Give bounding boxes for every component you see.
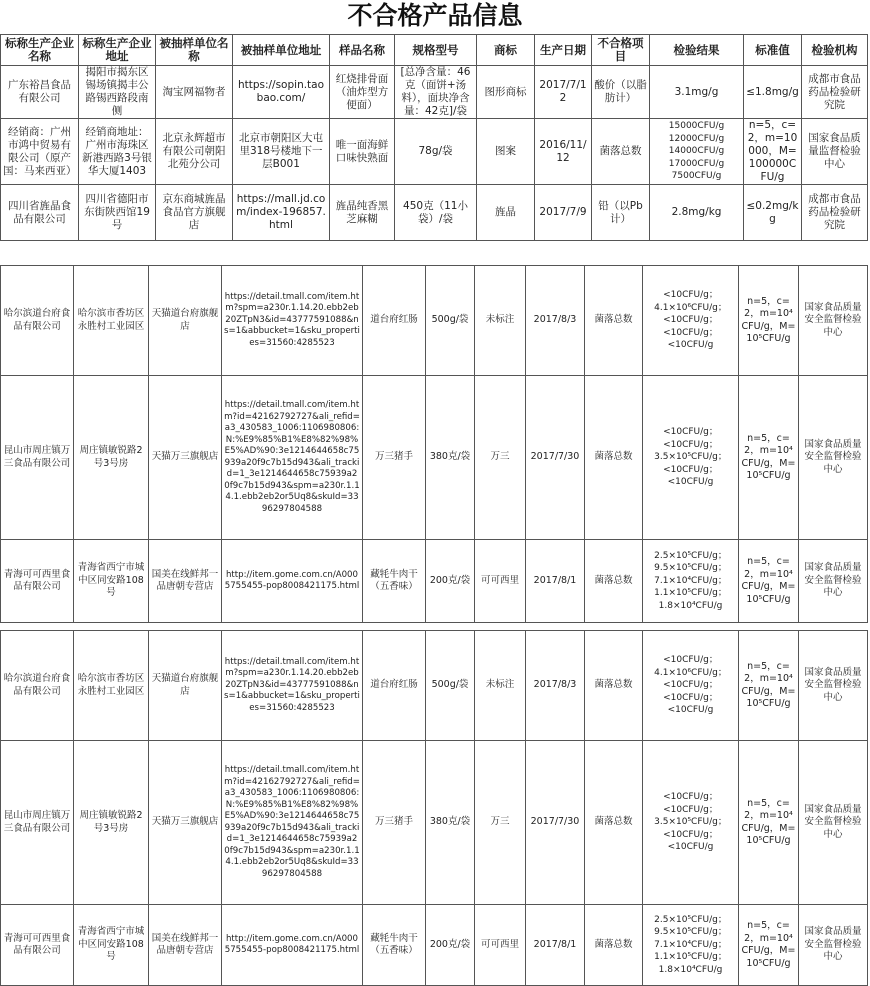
agency-cell: 国家食品质量安全监督检验中心 — [799, 905, 868, 986]
sampled-address-cell: https://sopin.taobao.com/ — [233, 66, 330, 119]
address-cell: 青海省西宁市城中区同安路108号 — [74, 540, 149, 623]
producer-cell: 经销商：广州市鸿中贸易有限公司（原产国：马来西亚） — [1, 119, 79, 185]
item-cell: 铅（以Pb计） — [592, 185, 650, 241]
sampled-address-cell: 北京市朝阳区大屯里318号楼地下一层B001 — [233, 119, 330, 185]
producer-cell: 青海可可西里食品有限公司 — [1, 905, 74, 986]
agency-cell: 成都市食品药品检验研究院 — [802, 185, 868, 241]
agency-cell: 国家食品质量安全监督检验中心 — [799, 266, 868, 376]
sampled-address-cell: https://detail.tmall.com/item.htm?id=42162792727&ali_refid=a3_430583_1006:1106980806:N:%E9%85%B1%E8%82%98%E5%AD%90:3e1214644658c75939a20f9c7b15d943&ali_trackid=1_3e1214644658c75939a20f9c7b15d943&spm=a230r.1.14.1.ebb2eb2or5Uq8&skuId=3396297804588 — [222, 741, 363, 905]
item-cell: 菌落总数 — [585, 905, 643, 986]
table-row — [1, 266, 868, 376]
product-cell: 唯一面海鲜口味快熟面 — [330, 119, 395, 185]
brand-cell: 图案 — [477, 119, 535, 185]
page-title: 不合格产品信息 — [347, 1, 523, 30]
header-brand: 商标 — [477, 35, 535, 66]
date-cell: 2017/7/30 — [526, 741, 585, 905]
address-cell: 经销商地址：广州市海珠区新港西路3号银华大厦1403 — [79, 119, 156, 185]
date-cell: 2017/8/1 — [526, 905, 585, 986]
header-standard: 标准值 — [744, 35, 802, 66]
sampled-address-cell: https://detail.tmall.com/item.htm?id=42162792727&ali_refid=a3_430583_1006:1106980806:N:%E9%85%B1%E8%82%98%E5%AD%90:3e1214644658c75939a20f9c7b15d943&ali_trackid=1_3e1214644658c75939a20f9c7b15d943&spm=a230r.1.14.1.ebb2eb2or5Uq8&skuId=3396297804588 — [222, 376, 363, 540]
date-cell: 2017/7/12 — [535, 66, 592, 119]
sampled-unit-cell: 天猫道台府旗舰店 — [149, 631, 222, 741]
brand-cell: 图形商标 — [477, 66, 535, 119]
spec-cell: [总净含量：46克（面饼+汤料），面块净含量：42克]/袋 — [395, 66, 477, 119]
producer-cell: 哈尔滨道台府食品有限公司 — [1, 631, 74, 741]
agency-cell: 国家食品质量安全监督检验中心 — [799, 540, 868, 623]
date-cell: 2017/7/9 — [535, 185, 592, 241]
spec-cell: 500g/袋 — [426, 631, 475, 741]
date-cell: 2017/8/3 — [526, 266, 585, 376]
sampled-address-cell: https://detail.tmall.com/item.htm?spm=a230r.1.14.20.ebb2eb20ZTpN3&id=43777591088&ns=1&abbucket=1&sku_properties=31560:4285523 — [222, 631, 363, 741]
product-cell: 道台府红肠 — [363, 631, 426, 741]
spec-cell: 380克/袋 — [426, 741, 475, 905]
sampled-unit-cell: 淘宝网福物者 — [156, 66, 233, 119]
spec-cell: 500g/袋 — [426, 266, 475, 376]
result-cell: <10CFU/g； 4.1×10⁶CFU/g； <10CFU/g； <10CFU/g； <10CFU/g — [643, 631, 739, 741]
sampled-unit-cell: 国美在线鲜邦一品唐朝专营店 — [149, 905, 222, 986]
table-row — [1, 631, 868, 741]
producer-cell: 青海可可西里食品有限公司 — [1, 540, 74, 623]
table-row — [1, 540, 868, 623]
producer-cell: 广东裕昌食品有限公司 — [1, 66, 79, 119]
header-agency: 检验机构 — [802, 35, 868, 66]
result-cell: 15000CFU/g 12000CFU/g 14000CFU/g 17000CFU/g 7500CFU/g — [650, 119, 744, 185]
item-cell: 菌落总数 — [592, 119, 650, 185]
sampled-address-cell: http://item.gome.com.cn/A0005755455-pop8008421175.html — [222, 540, 363, 623]
item-cell: 酸价（以脂肪计） — [592, 66, 650, 119]
producer-cell: 四川省旌晶食品有限公司 — [1, 185, 79, 241]
result-cell: 2.5×10⁵CFU/g； 9.5×10⁵CFU/g； 7.1×10⁴CFU/g； 1.1×10⁵CFU/g； 1.8×10⁴CFU/g — [643, 905, 739, 986]
item-cell: 菌落总数 — [585, 266, 643, 376]
result-cell: <10CFU/g； 4.1×10⁶CFU/g； <10CFU/g； <10CFU/g； <10CFU/g — [643, 266, 739, 376]
result-cell: 2.5×10⁵CFU/g； 9.5×10⁵CFU/g； 7.1×10⁴CFU/g； 1.1×10⁵CFU/g； 1.8×10⁴CFU/g — [643, 540, 739, 623]
spec-cell: 200克/袋 — [426, 905, 475, 986]
header-product: 样品名称 — [330, 35, 395, 66]
brand-cell: 未标注 — [475, 266, 526, 376]
header-sampled-unit: 被抽样单位名称 — [156, 35, 233, 66]
header-sampled-address: 被抽样单位地址 — [233, 35, 330, 66]
standard-cell: ≤0.2mg/kg — [744, 185, 802, 241]
defect-table-second — [0, 265, 868, 623]
spec-cell: 380克/袋 — [426, 376, 475, 540]
producer-cell: 昆山市周庄镇万三食品有限公司 — [1, 741, 74, 905]
standard-cell: n=5，c=2，m=10⁴CFU/g，M=10⁵CFU/g — [739, 905, 799, 986]
table-row — [1, 905, 868, 986]
spec-cell: 78g/袋 — [395, 119, 477, 185]
sampled-address-cell: https://detail.tmall.com/item.htm?spm=a230r.1.14.20.ebb2eb20ZTpN3&id=43777591088&ns=1&abbucket=1&sku_properties=31560:4285523 — [222, 266, 363, 376]
item-cell: 菌落总数 — [585, 631, 643, 741]
result-cell: <10CFU/g； <10CFU/g； 3.5×10⁵CFU/g； <10CFU/g； <10CFU/g — [643, 741, 739, 905]
address-cell: 周庄镇敏锐路2号3号房 — [74, 376, 149, 540]
sampled-unit-cell: 天猫万三旗舰店 — [149, 741, 222, 905]
standard-cell: n=5，c=2，m=10000，M=100000CFU/g — [744, 119, 802, 185]
standard-cell: ≤1.8mg/g — [744, 66, 802, 119]
spec-cell: 200克/袋 — [426, 540, 475, 623]
address-cell: 青海省西宁市城中区同安路108号 — [74, 905, 149, 986]
brand-cell: 可可西里 — [475, 905, 526, 986]
product-cell: 藏牦牛肉干（五香味） — [363, 905, 426, 986]
standard-cell: n=5，c=2，m=10⁴CFU/g，M=10⁵CFU/g — [739, 540, 799, 623]
table-row — [1, 185, 868, 241]
header-item: 不合格项目 — [592, 35, 650, 66]
header-date: 生产日期 — [535, 35, 592, 66]
table-row — [1, 741, 868, 905]
agency-cell: 国家食品质量安全监督检验中心 — [799, 741, 868, 905]
product-cell: 道台府红肠 — [363, 266, 426, 376]
standard-cell: n=5，c=2，m=10⁴CFU/g，M=10⁵CFU/g — [739, 741, 799, 905]
date-cell: 2017/8/1 — [526, 540, 585, 623]
producer-cell: 哈尔滨道台府食品有限公司 — [1, 266, 74, 376]
address-cell: 四川省德阳市东街陕西馆19号 — [79, 185, 156, 241]
address-cell: 哈尔滨市香坊区永胜村工业园区 — [74, 631, 149, 741]
address-cell: 哈尔滨市香坊区永胜村工业园区 — [74, 266, 149, 376]
sampled-address-cell: http://item.gome.com.cn/A0005755455-pop8008421175.html — [222, 905, 363, 986]
sampled-unit-cell: 天猫万三旗舰店 — [149, 376, 222, 540]
product-cell: 万三猪手 — [363, 741, 426, 905]
brand-cell: 旌晶 — [477, 185, 535, 241]
sampled-address-cell: https://mall.jd.com/index-196857.html — [233, 185, 330, 241]
result-cell: <10CFU/g； <10CFU/g； 3.5×10⁵CFU/g； <10CFU/g； <10CFU/g — [643, 376, 739, 540]
date-cell: 2017/7/30 — [526, 376, 585, 540]
agency-cell: 国家食品质量安全监督检验中心 — [799, 631, 868, 741]
sampled-unit-cell: 天猫道台府旗舰店 — [149, 266, 222, 376]
date-cell: 2017/8/3 — [526, 631, 585, 741]
agency-cell: 成都市食品药品检验研究院 — [802, 66, 868, 119]
sampled-unit-cell: 京东商城旌晶食品官方旗舰店 — [156, 185, 233, 241]
header-spec: 规格型号 — [395, 35, 477, 66]
table-row — [1, 119, 868, 185]
address-cell: 揭阳市揭东区锡场镇揭丰公路锡西路段南侧 — [79, 66, 156, 119]
table-row — [1, 66, 868, 119]
spec-cell: 450克（11小袋）/袋 — [395, 185, 477, 241]
sampled-unit-cell: 北京永辉超市有限公司朝阳北苑分公司 — [156, 119, 233, 185]
defect-table-main — [0, 34, 868, 241]
defect-table-third — [0, 630, 868, 986]
result-cell: 2.8mg/kg — [650, 185, 744, 241]
header-address: 标称生产企业地址 — [79, 35, 156, 66]
result-cell: 3.1mg/g — [650, 66, 744, 119]
item-cell: 菌落总数 — [585, 540, 643, 623]
address-cell: 周庄镇敏锐路2号3号房 — [74, 741, 149, 905]
product-cell: 旌晶纯香黑芝麻糊 — [330, 185, 395, 241]
table-header-row — [1, 35, 868, 66]
item-cell: 菌落总数 — [585, 741, 643, 905]
date-cell: 2016/11/12 — [535, 119, 592, 185]
header-producer: 标称生产企业名称 — [1, 35, 79, 66]
agency-cell: 国家食品质量监督检验中心 — [802, 119, 868, 185]
brand-cell: 万三 — [475, 741, 526, 905]
agency-cell: 国家食品质量安全监督检验中心 — [799, 376, 868, 540]
header-result: 检验结果 — [650, 35, 744, 66]
standard-cell: n=5，c=2，m=10⁴CFU/g，M=10⁵CFU/g — [739, 266, 799, 376]
standard-cell: n=5，c=2，m=10⁴CFU/g，M=10⁵CFU/g — [739, 631, 799, 741]
brand-cell: 未标注 — [475, 631, 526, 741]
brand-cell: 可可西里 — [475, 540, 526, 623]
producer-cell: 昆山市周庄镇万三食品有限公司 — [1, 376, 74, 540]
sampled-unit-cell: 国美在线鲜邦一品唐朝专营店 — [149, 540, 222, 623]
standard-cell: n=5，c=2，m=10⁴CFU/g，M=10⁵CFU/g — [739, 376, 799, 540]
product-cell: 万三猪手 — [363, 376, 426, 540]
table-row — [1, 376, 868, 540]
product-cell: 藏牦牛肉干（五香味） — [363, 540, 426, 623]
item-cell: 菌落总数 — [585, 376, 643, 540]
product-cell: 红烧排骨面（油炸型方便面） — [330, 66, 395, 119]
brand-cell: 万三 — [475, 376, 526, 540]
